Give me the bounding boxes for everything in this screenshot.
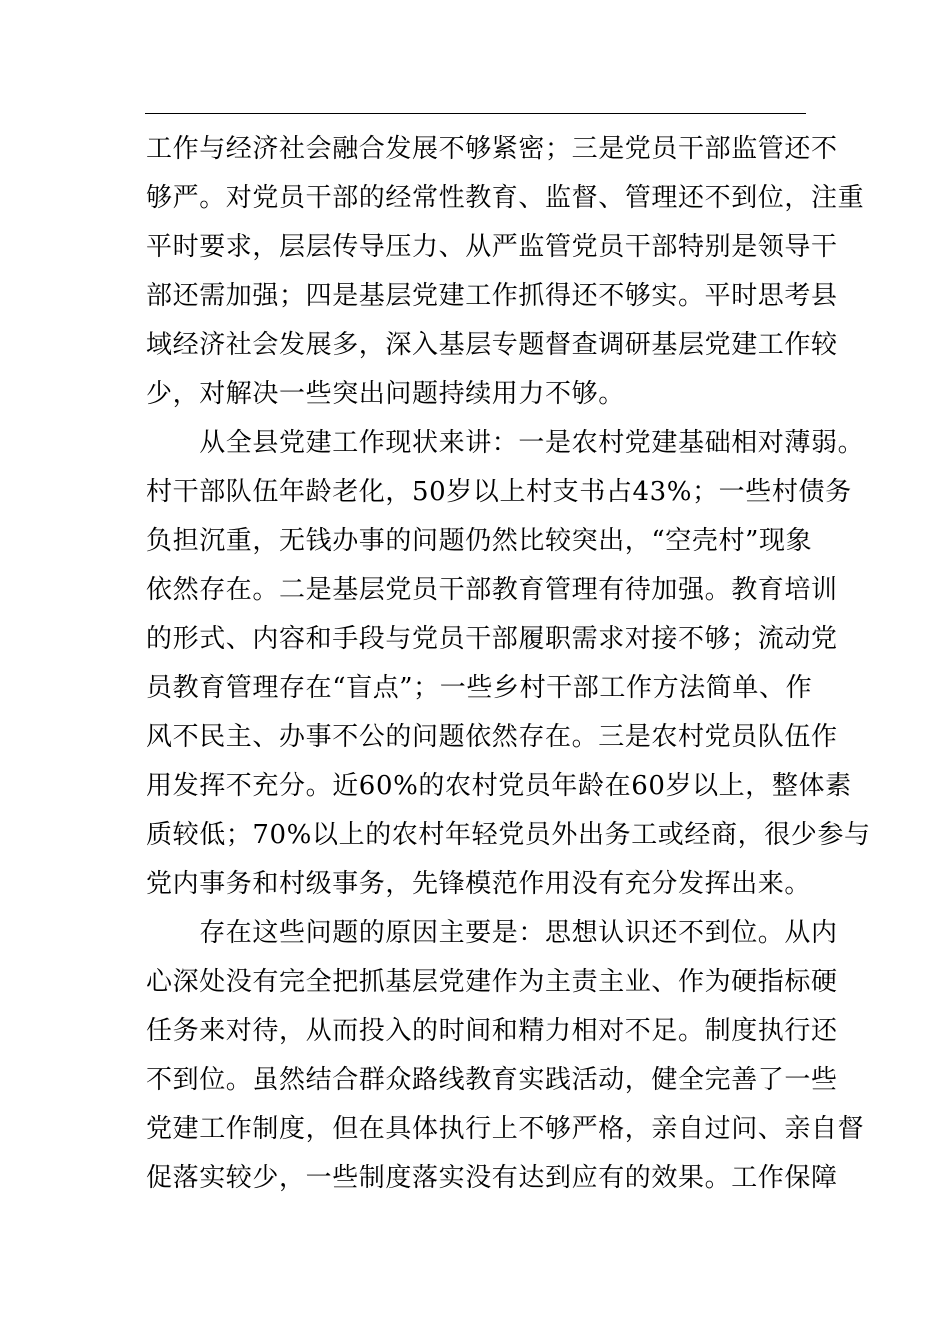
body-text (146, 125, 871, 1203)
text-line: 依然存在。二是基层党员干部教育管理有待加强。教育培训 (146, 575, 838, 605)
text-line: 村干部队伍年龄老化，50岁以上村支书占43%；一些村债务 (146, 477, 852, 507)
text-line: 够严。对党员干部的经常性教育、监督、管理还不到位，注重 (146, 183, 865, 213)
text-line: 不到位。虽然结合群众路线教育实践活动，健全完善了一些 (146, 1065, 838, 1095)
text-line: 部还需加强；四是基层党建工作抓得还不够实。平时思考县 (146, 281, 838, 311)
text-line: 用发挥不充分。近60%的农村党员年龄在60岁以上，整体素 (146, 771, 852, 801)
text-line: 任务来对待，从而投入的时间和精力相对不足。制度执行还 (146, 1016, 838, 1046)
text-line: 促落实较少，一些制度落实没有达到应有的效果。工作保障 (146, 1163, 838, 1193)
text-line: 质较低；70%以上的农村年轻党员外出务工或经商，很少参与 (146, 820, 871, 850)
header-rule (145, 113, 806, 114)
text-line: 工作与经济社会融合发展不够紧密；三是党员干部监管还不 (146, 134, 838, 164)
text-line: 心深处没有完全把抓基层党建作为主责主业、作为硬指标硬 (146, 967, 838, 997)
text-line: 员教育管理存在“盲点”；一些乡村干部工作方法简单、作 (146, 673, 813, 703)
text-line: 少，对解决一些突出问题持续用力不够。 (146, 379, 625, 409)
paragraph-start-line: 存在这些问题的原因主要是：思想认识还不到位。从内 (146, 918, 838, 948)
text-line: 党建工作制度，但在具体执行上不够严格，亲自过问、亲自督 (146, 1114, 865, 1144)
text-line: 风不民主、办事不公的问题依然存在。三是农村党员队伍作 (146, 722, 838, 752)
text-line: 的形式、内容和手段与党员干部履职需求对接不够；流动党 (146, 624, 838, 654)
text-line: 域经济社会发展多，深入基层专题督查调研基层党建工作较 (146, 330, 838, 360)
text-line: 负担沉重，无钱办事的问题仍然比较突出，“空壳村”现象 (146, 526, 813, 556)
text-line: 平时要求，层层传导压力、从严监管党员干部特别是领导干 (146, 232, 838, 262)
paragraph-start-line: 从全县党建工作现状来讲：一是农村党建基础相对薄弱。 (146, 428, 865, 458)
text-line: 党内事务和村级事务，先锋模范作用没有充分发挥出来。 (146, 869, 812, 899)
